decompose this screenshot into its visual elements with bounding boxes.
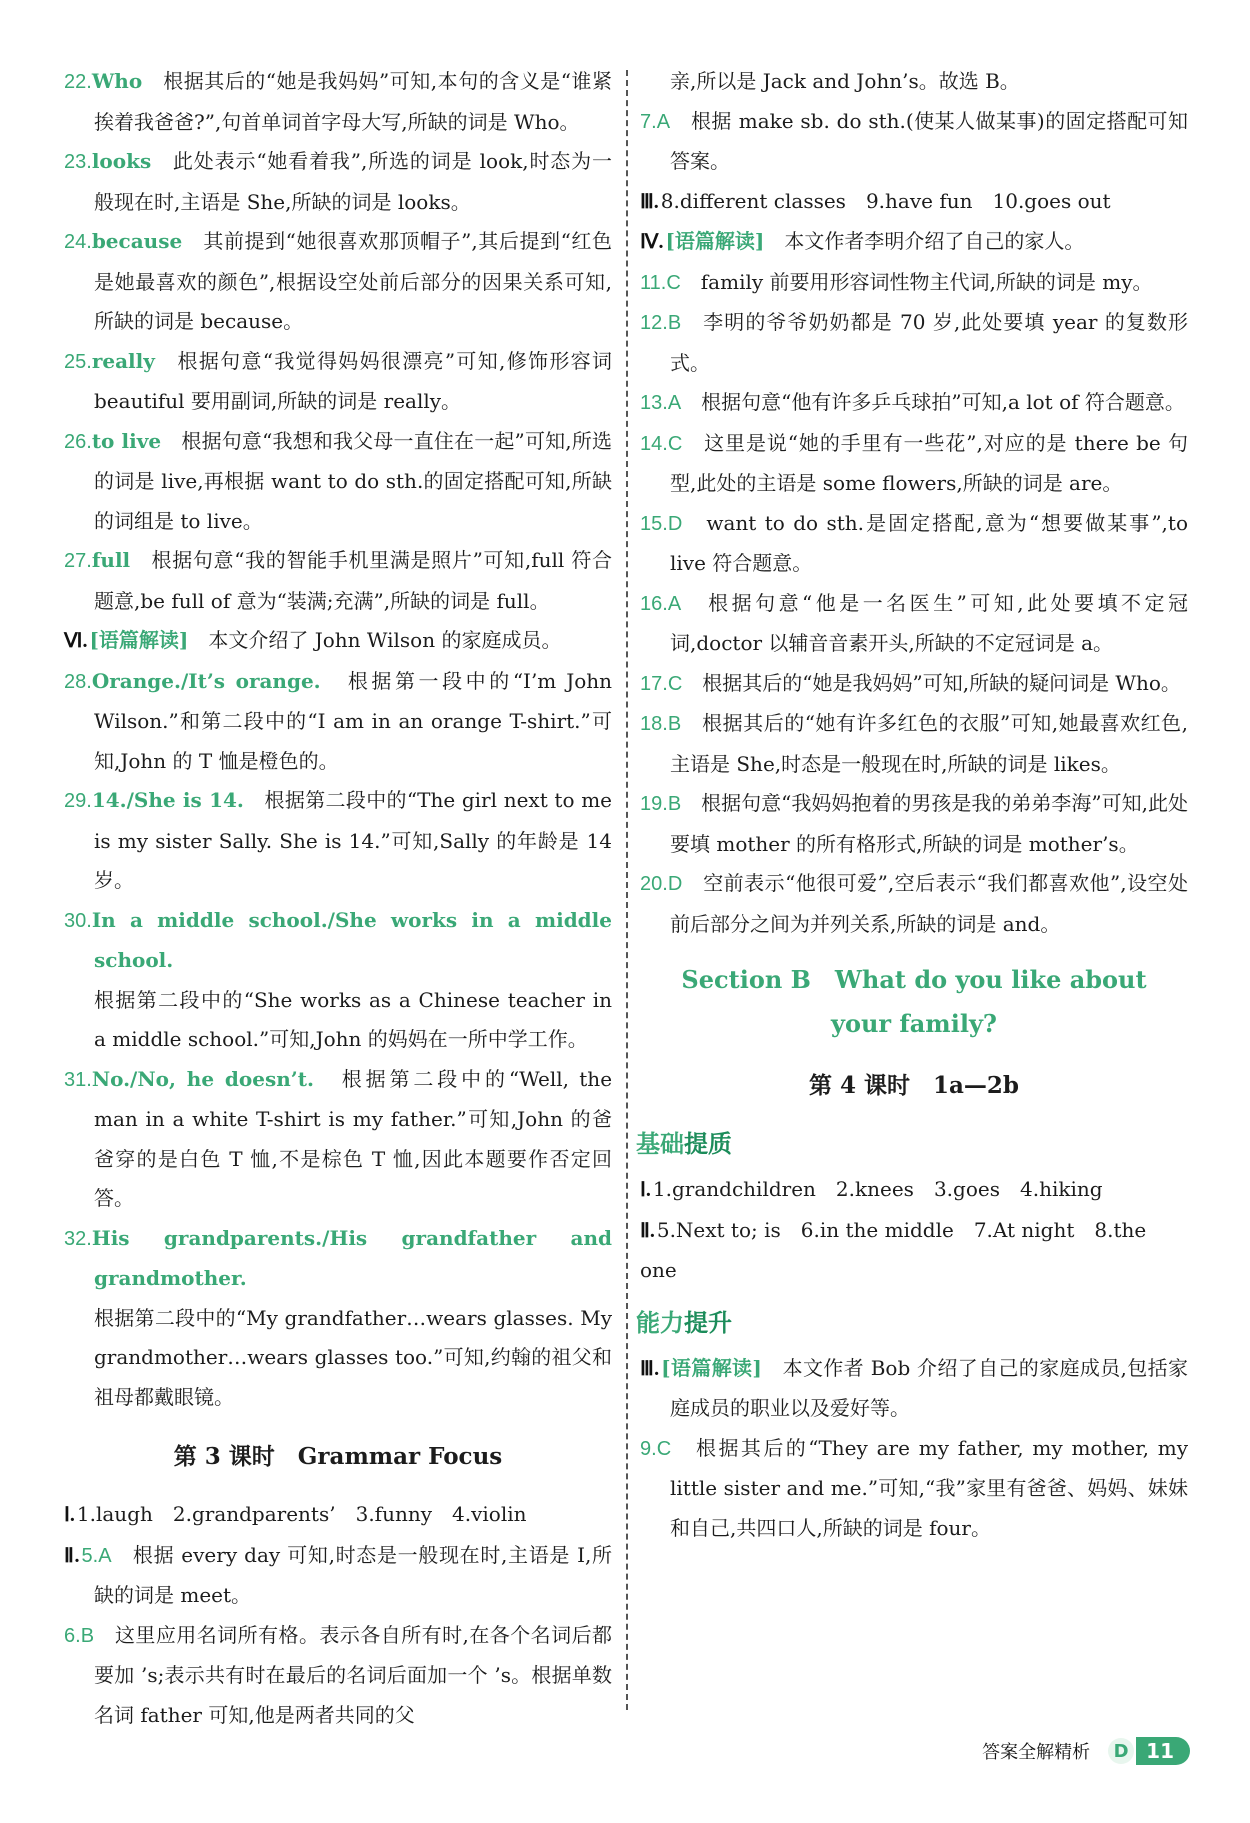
answer-item-12: 12.B 李明的爷爷奶奶都是 70 岁,此处要填 year 的复数形式。	[640, 310, 1189, 375]
section-b-title: Section B What do you like about your family?	[681, 965, 1147, 1038]
answer-item-31: 31.No./No, he doesn’t. 根据第二段中的“Well, the man in a white T-shirt is my father.”可知,John 的爸爸穿的是白色 T 恤,不是棕色 T 恤,因此本题要作否定回答。	[64, 1066, 613, 1210]
answer-item-13: 13.A 根据句意“他有许多乒乓球拍”可知,a lot of 符合题意。	[640, 390, 1185, 414]
passage-summary-6: Ⅵ. [语篇解读] 本文介绍了 John Wilson 的家庭成员。	[64, 628, 562, 652]
answer-item-11: 11.C family 前要用形容词性物主代词,所缺的词是 my。	[640, 269, 1153, 294]
answer-item-18: 18.B 根据其后的“她有许多红色的衣服”可知,她最喜欢红色,主语是 She,时态是一般现在时,所缺的词是 likes。	[640, 711, 1188, 776]
answer-item-30: 30.In a middle school./She works in a middle school. 根据第二段中的“She works as a Chinese teacher in a middle school.”可知,John 的妈妈在一所中学工作。	[64, 907, 612, 1051]
section-badge: D	[1108, 1738, 1134, 1764]
answer-item-28: 28.Orange./It’s orange. 根据第一段中的“I’m John Wilson.”和第二段中的“I am in an orange T-shirt.”可知,John 的 T 恤是橙色的。	[64, 668, 613, 773]
basic-part-2: Ⅱ. 5.Next to; is 6.in the middle 7.At night 8.the one	[640, 1217, 1147, 1282]
page-footer	[982, 1737, 1190, 1765]
answer-item-29: 29.14./She is 14. 根据第二段中的“The girl next to me is my sister Sally. She is 14.”可知,Sally 的年龄是 14 岁。	[64, 788, 613, 892]
answer-item-23: 23.looks 此处表示“她看着我”,所选的词是 look,时态为一般现在时,主语是 She,所缺的词是 looks。	[64, 149, 613, 214]
answer-item-16: 16.A 根据句意“他是一名医生”可知,此处要填不定冠词,doctor 以辅音音素开头,所缺的不定冠词是 a。	[640, 590, 1189, 655]
passage-summary-4: Ⅳ. [语篇解读] 本文作者李明介绍了自己的家人。	[640, 229, 1085, 253]
basic-practice-heading: 基础提质	[636, 1129, 732, 1158]
left-column	[64, 62, 612, 1735]
answer-item-24: 24.because 其前提到“她很喜欢那顶帽子”,其后提到“红色是她最喜欢的颜色”,根据设空处前后部分的因果关系可知,所缺的词是 because。	[64, 229, 613, 333]
answer-item-6-continuation: 亲,所以是 Jack and John’s。故选 B。	[670, 69, 1020, 93]
answer-item-32: 32.His grandparents./His grandfather and grandmother. 根据第二段中的“My grandfather…wears glasses. My grandmother…wears glasses too.”可知,约翰的祖父和祖母都戴眼镜。	[64, 1225, 612, 1409]
page-number: 11	[1136, 1737, 1190, 1765]
ability-heading: 能力提升	[636, 1307, 732, 1337]
basic-part-1: Ⅰ. 1.grandchildren 2.knees 3.goes 4.hiking	[640, 1177, 1103, 1201]
answer-item-25: 25.really 根据句意“我觉得妈妈很漂亮”可知,修饰形容词 beautiful 要用副词,所缺的词是 really。	[64, 348, 612, 413]
answer-item-5: Ⅱ. 5.A 根据 every day 可知,时态是一般现在时,主语是 I,所缺的词是 meet。	[64, 1542, 613, 1607]
right-column	[636, 62, 1189, 1548]
answer-item-19: 19.B 根据句意“我妈妈抱着的男孩是我的弟弟李海”可知,此处要填 mother 的所有格形式,所缺的词是 mother’s。	[640, 791, 1189, 856]
answer-item-20: 20.D 空前表示“他很可爱”,空后表示“我们都喜欢他”,设空处前后部分之间为并列关系,所缺的词是 and。	[640, 871, 1188, 936]
answer-item-14: 14.C 这里是说“她的手里有一些花”,对应的是 there be 句型,此处的主语是 some flowers,所缺的词是 are。	[640, 430, 1189, 495]
answer-item-26: 26.to live 根据句意“我想和我父母一直住在一起”可知,所选的词是 live,再根据 want to do sth.的固定搭配可知,所缺的词组是 to live。	[64, 428, 612, 533]
answer-item-22: 22.Who 根据其后的“她是我妈妈”可知,本句的含义是“谁紧挨着我爸爸?”,句首单词首字母大写,所缺的词是 Who。	[64, 69, 613, 134]
part-3-answers: Ⅲ. 8.different classes 9.have fun 10.goes out	[640, 188, 1111, 213]
answer-item-6: 6.B 这里应用名词所有格。表示各自所有时,在各个名词后都要加 ’s;表示共有时在最后的名词后面加一个 ’s。根据单数名词 father 可知,他是两者共同的父	[64, 1622, 613, 1727]
lesson-3-part-1: Ⅰ. 1.laugh 2.grandparents’ 3.funny 4.violin	[64, 1502, 527, 1526]
answer-item-27: 27.full 根据句意“我的智能手机里满是照片”可知,full 符合题意,be full of 意为“装满;充满”,所缺的词是 full。	[64, 548, 612, 613]
column-divider	[626, 70, 628, 1710]
answer-item-7: 7.A 根据 make sb. do sth.(使某人做某事)的固定搭配可知答案。	[640, 108, 1189, 173]
footer-label: 答案全解精析	[982, 1742, 1091, 1763]
passage-summary-3b: Ⅲ. [语篇解读] 本文作者 Bob 介绍了自己的家庭成员,包括家庭成员的职业以及爱好等。	[640, 1355, 1188, 1420]
answer-item-17: 17.C 根据其后的“她是我妈妈”可知,所缺的疑问词是 Who。	[640, 670, 1181, 695]
answer-item-15: 15.D want to do sth.是固定搭配,意为“想要做某事”,to live 符合题意。	[640, 510, 1188, 575]
lesson-3-title: 第 3 课时 Grammar Focus	[173, 1443, 503, 1470]
answer-item-9b: 9.C 根据其后的“They are my father, my mother, my little sister and me.”可知,“我”家里有爸爸、妈妈、妹妹和自己,共四口人,所缺的词是 four。	[640, 1435, 1189, 1540]
lesson-4-title: 第 4 课时 1a—2b	[808, 1072, 1019, 1099]
